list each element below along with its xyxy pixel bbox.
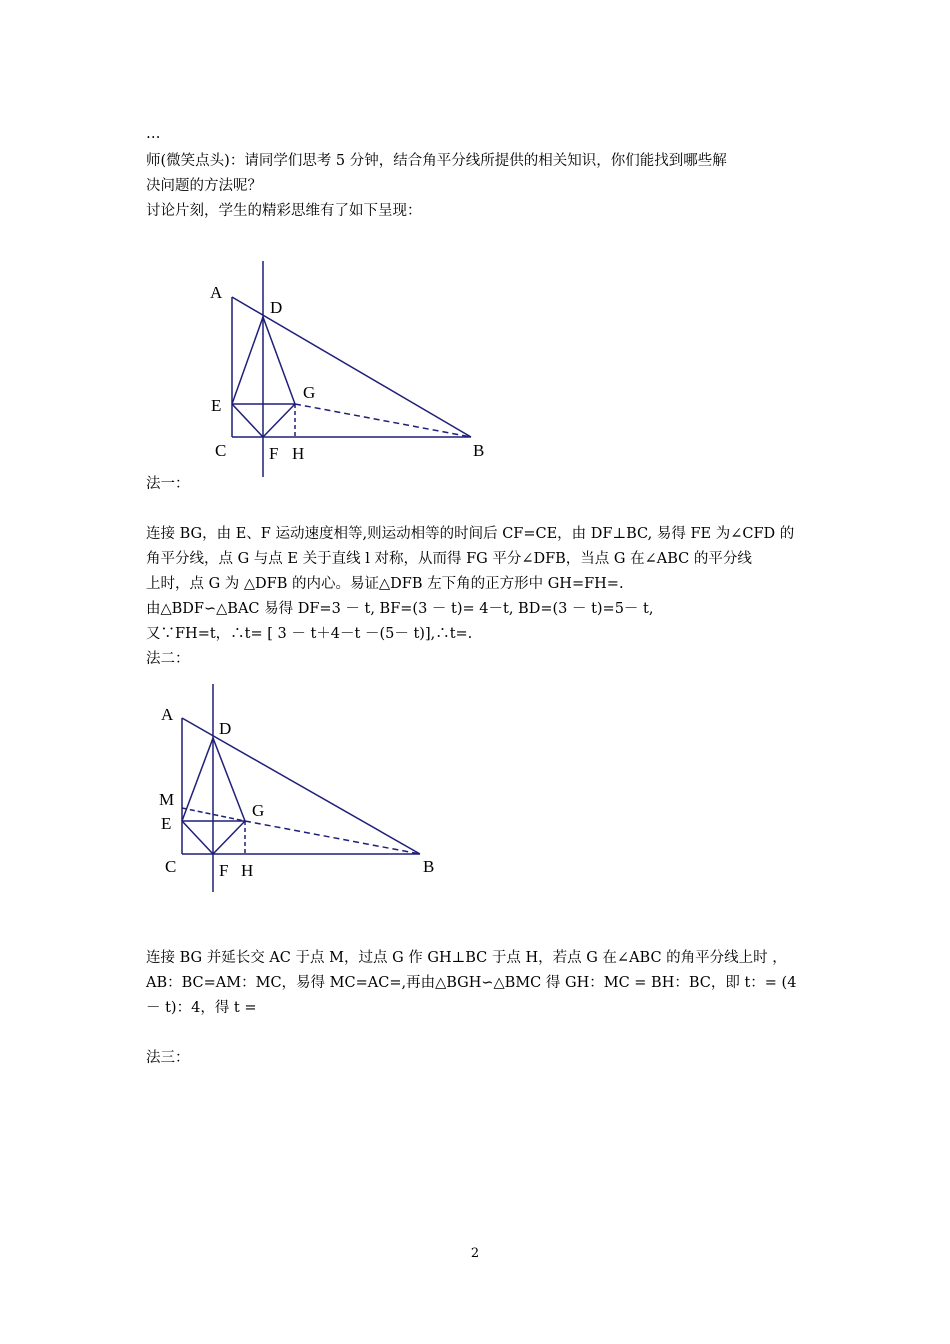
segment-gb-dashed xyxy=(295,404,471,437)
ellipsis: … xyxy=(146,126,161,142)
segment-gf xyxy=(213,821,245,854)
method1-line-4: 由△BDF∽△BAC 易得 DF=3 － t, BF=(3 － t)= 4－t, BD=(3 － t)=5－ t, xyxy=(146,601,654,617)
method1-line-3: 上时，点 G 为 △DFB 的内心。易证△DFB 左下角的正方形中 GH=FH=. xyxy=(146,576,624,592)
label-m: M xyxy=(159,790,175,809)
label-g: G xyxy=(252,801,265,820)
label-h: H xyxy=(292,444,305,463)
label-e: E xyxy=(161,814,172,833)
segment-ef xyxy=(182,821,213,854)
method1-title: 法一： xyxy=(146,476,190,492)
label-d: D xyxy=(270,298,283,317)
segment-de xyxy=(232,317,263,404)
segment-dg xyxy=(263,317,295,404)
label-c: C xyxy=(165,857,177,876)
label-f: F xyxy=(219,861,229,880)
page-number: 2 xyxy=(470,1246,480,1261)
segment-ab xyxy=(232,297,471,437)
method1-line-1: 连接 BG，由 E、F 运动速度相等,则运动相等的时间后 CF=CE，由 DF⊥BC, 易得 FE 为∠CFD 的 xyxy=(146,526,795,542)
figure-1 xyxy=(200,255,510,485)
label-b: B xyxy=(473,441,485,460)
method1-line-5: 又∵FH=t，∴t= [ 3 － t＋4－t －(5－ t)],∴t=. xyxy=(146,626,473,642)
label-h: H xyxy=(241,861,254,880)
label-g: G xyxy=(303,383,316,402)
label-a: A xyxy=(210,283,223,302)
method2-line-1: 连接 BG 并延长交 AC 于点 M，过点 G 作 GH⊥BC 于点 H，若点 G 在∠ABC 的角平分线上时 ， xyxy=(146,950,787,966)
segment-ab xyxy=(182,718,420,854)
label-d: D xyxy=(219,719,232,738)
intro-line-3: 讨论片刻，学生的精彩思维有了如下呈现： xyxy=(146,203,422,219)
method2-line-2: AB：BC=AM：MC，易得 MC=AC=,再由△BGH∽△BMC 得 GH：MC = BH：BC，即 t：= (4 xyxy=(146,975,797,991)
segment-gb-dashed xyxy=(245,821,420,854)
intro-line-2: 决问题的方法呢？ xyxy=(146,178,262,194)
label-a: A xyxy=(161,705,174,724)
label-e: E xyxy=(211,396,222,415)
method2-title: 法二： xyxy=(146,651,190,667)
label-c: C xyxy=(215,441,227,460)
label-b: B xyxy=(423,857,435,876)
method3-title: 法三： xyxy=(146,1050,190,1066)
figure-2 xyxy=(150,678,460,900)
intro-line-1: 师(微笑点头)：请同学们思考 5 分钟，结合角平分线所提供的相关知识，你们能找到哪些解 xyxy=(146,153,727,169)
segment-ef xyxy=(232,404,263,437)
method2-line-3: － t)：4，得 t = xyxy=(146,1000,257,1016)
label-f: F xyxy=(269,444,279,463)
method1-line-2: 角平分线，点 G 与点 E 关于直线 l 对称，从而得 FG 平分∠DFB，当点 G 在∠ABC 的平分线 xyxy=(146,551,752,567)
segment-gf xyxy=(263,404,295,437)
